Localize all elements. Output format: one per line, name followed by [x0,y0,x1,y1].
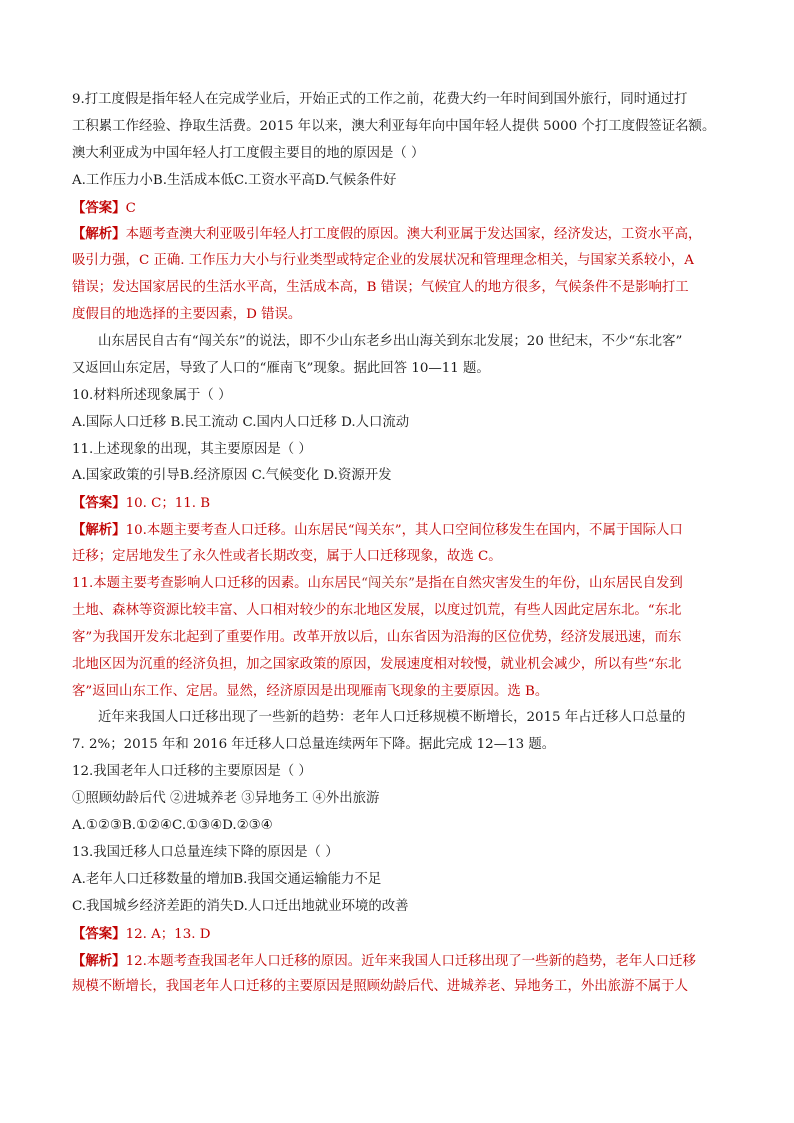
analysis-text: 10.本题主要考查人口迁移。山东居民“闯关东”，其人口空间位移发生在国内，不属于国际人口 [125,523,683,539]
q11-analysis-line-5: 客”返回山东工作、定居。显然，经济原因是出现雁南飞现象的主要原因。选 B。 [72,683,549,699]
answer-tag: 【答案】 [72,199,126,216]
q1011-analysis-line-1 [72,520,732,540]
intro-1011-line-2: 又返回山东定居，导致了人口的“雁南飞”现象。据此回答 10—11 题。 [72,360,490,376]
analysis-text: 本题考查澳大利亚吸引年轻人打工度假的原因。澳大利亚属于发达国家，经济发达，工资水平高， [125,227,702,243]
q11-analysis-line-3: 客”为我国开发东北起到了重要作用。改革开放以后，山东省因为沿海的区位优势，经济发展迅速，而东 [72,629,682,645]
q11-analysis-line-1 [72,574,732,594]
q10-options: A.国际人口迁移 B.民工流动 C.国内人口迁移 D.人口流动 [72,414,410,430]
q12-stem: 12.我国老年人口迁移的主要原因是（ ） [72,764,312,780]
q9-analysis-line-4: 度假目的地选择的主要因素，D 错误。 [72,307,302,323]
answer-value: 10. C；11. B [125,496,211,512]
q11-options: A.国家政策的引导B.经济原因 C.气候变化 D.资源开发 [72,468,392,484]
q11-analysis-part-c: 是指在自然灾害发生的年份，山东居民自发到 [414,576,683,592]
q1213-analysis-line-2: 规模不断增长，我国老年人口迁移的主要原因是照顾幼龄后代、进城养老、异地务工，外出旅游不属于人 [72,979,688,995]
answer-value: C [125,200,136,216]
q9-stem-line-3: 澳大利亚成为中国年轻人打工度假主要目的地的原因是（ ） [72,145,425,161]
answer-tag: 【答案】 [72,925,126,942]
q9-analysis-line-3: 错误；发达国家居民的生活水平高，生活成本高，B 错误；气候宜人的地方很多，气候条件不是影响打工 [72,280,689,296]
q13-options-1: A.老年人口迁移数量的增加B.我国交通运输能力不足 [72,871,382,887]
q9-answer [72,198,732,218]
q1213-analysis-line-1 [72,951,732,971]
q13-stem: 13.我国迁移人口总量连续下降的原因是（ ） [72,844,339,860]
q11-analysis-part-a: 11.本题主要考查影响人口迁移的因素。山东居民 [72,576,362,592]
q9-stem-line-2: 工积累工作经验、挣取生活费。2015 年以来，澳大利亚每年向中国年轻人提供 5000 个打工度假签证名额。 [72,118,716,134]
answer-value: 12. A；13. D [125,926,211,942]
q12-items: ①照顾幼龄后代 ②进城养老 ③异地务工 ④外出旅游 [72,791,380,807]
q1213-answer [72,924,732,944]
answer-tag: 【答案】 [72,495,126,512]
intro-1011-line-1: 山东居民自古有“闯关东”的说法，即不少山东老乡出山海关到东北发展；20 世纪末，不少“东北客” [98,334,683,350]
q1011-analysis-line-2: 迁移；定居地发生了永久性或者长期改变，属于人口迁移现象，故选 C。 [72,549,502,565]
analysis-text: 12.本题考查我国老年人口迁移的原因。近年来我国人口迁移出现了一些新的趋势，老年人口迁移 [125,953,696,969]
analysis-tag: 【解析】 [72,522,126,539]
q9-analysis-line-2: 吸引力强，C 正确. 工作压力大小与行业类型或特定企业的发展状况和管理理念相关，与国家关系较小，A [72,253,694,269]
q13-options-2: C.我国城乡经济差距的消失D.人口迁出地就业环境的改善 [72,898,409,914]
intro-1213-line-2: 7. 2%；2015 年和 2016 年迁移人口总量连续两年下降。据此完成 12—13 题。 [72,737,556,753]
q1011-answer [72,493,732,513]
analysis-tag: 【解析】 [72,226,126,243]
document-page [72,90,732,1004]
intro-1213-line-1: 近年来我国人口迁移出现了一些新的趋势：老年人口迁移规模不断增长，2015 年占迁移人口总量的 [98,710,686,726]
q10-stem: 10.材料所述现象属于（ ） [72,387,232,403]
q9-options: A.工作压力小B.生活成本低C.工资水平高D.气候条件好 [72,172,397,188]
q11-analysis-line-2: 土地、森林等资源比较丰富、人口相对较少的东北地区发展，以度过饥荒，有些人因此定居东北。“东北 [72,602,682,618]
q11-analysis-quote: “闯关东” [361,576,415,592]
q12-options: A.①②③B.①②④C.①③④D.②③④ [72,818,273,834]
q11-stem: 11.上述现象的出现，其主要原因是（ ） [72,441,312,457]
q9-analysis-line-1 [72,224,732,244]
q11-analysis-line-4: 北地区因为沉重的经济负担，加之国家政策的原因，发展速度相对较慢，就业机会减少，所以有些“东北 [72,656,682,672]
analysis-tag: 【解析】 [72,952,126,969]
q9-stem-line-1: 9.打工度假是指年轻人在完成学业后，开始正式的工作之前，花费大约一年时间到国外旅行，同时通过打 [72,92,688,107]
